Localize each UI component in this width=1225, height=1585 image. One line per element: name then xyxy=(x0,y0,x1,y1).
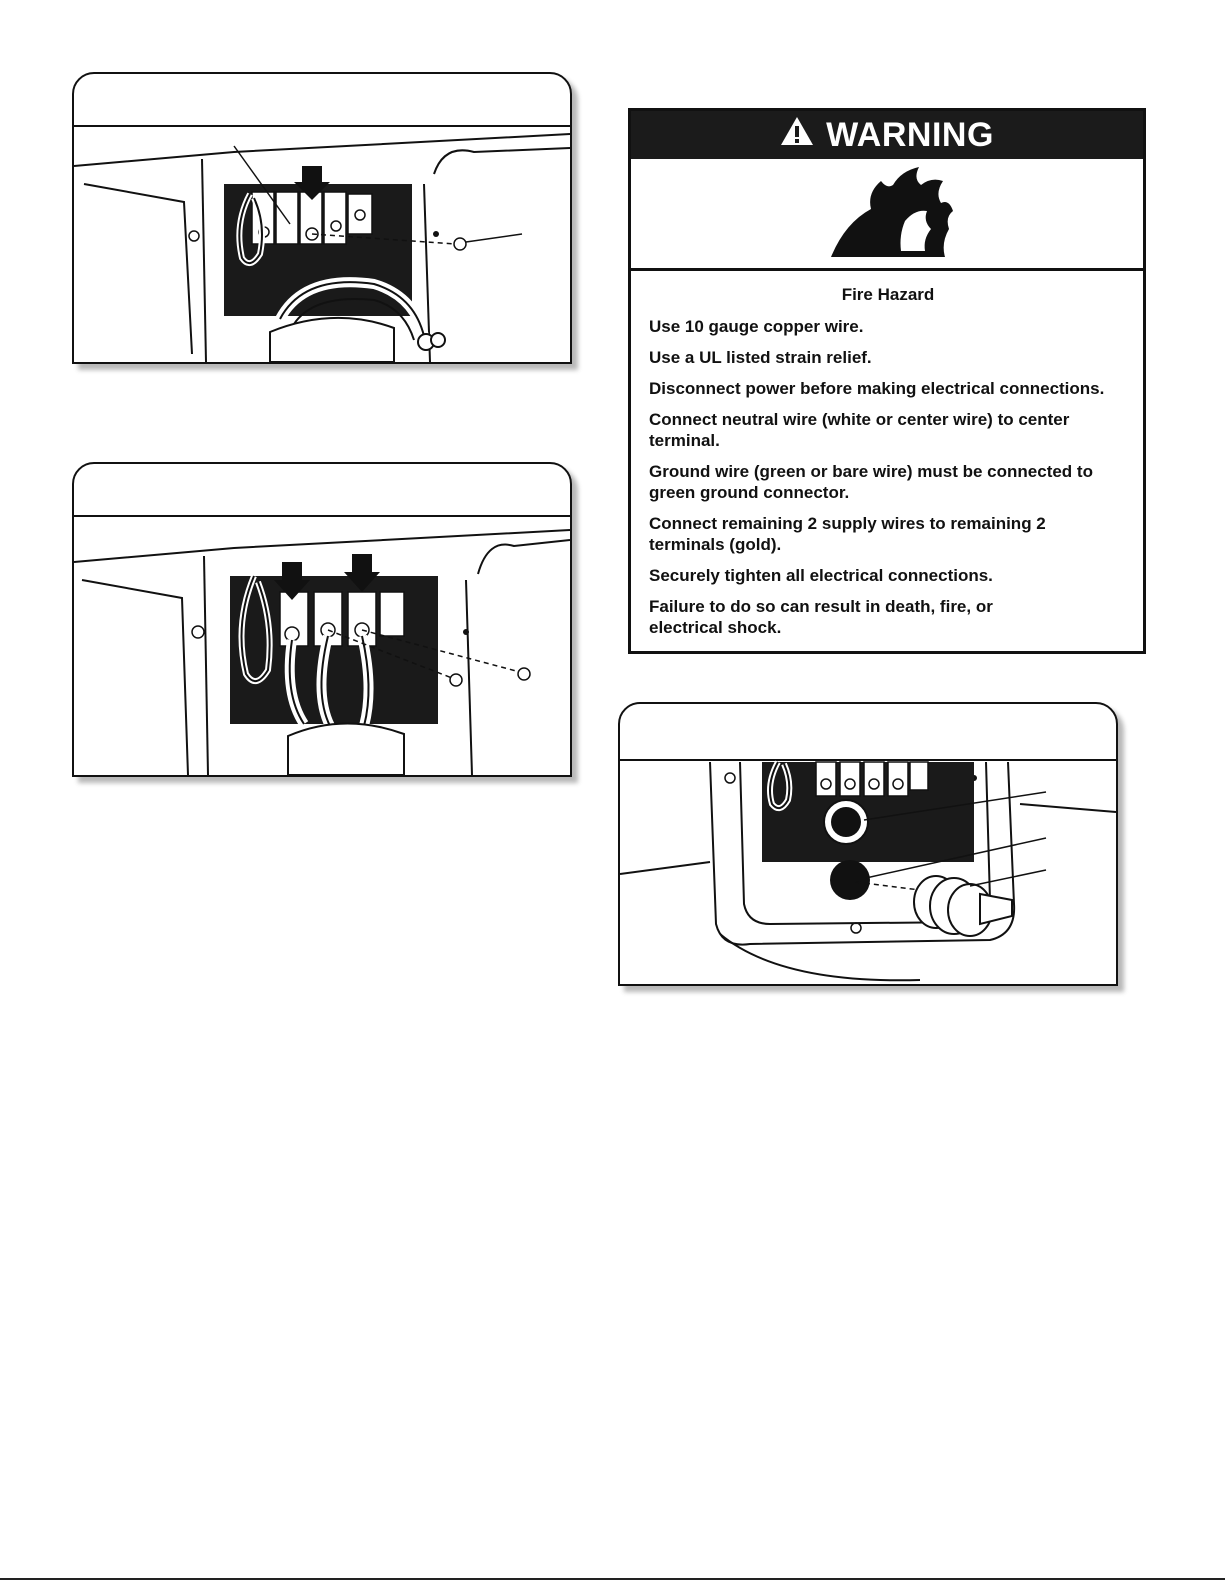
warning-line-7: Securely tighten all electrical connections. xyxy=(649,566,993,585)
warning-triangle-icon xyxy=(780,116,814,155)
strain-relief-illustration xyxy=(620,704,1116,984)
warning-line-3: Disconnect power before making electrical connections. xyxy=(649,379,1105,398)
warning-line-5: Ground wire (green or bare wire) must be connected to green ground connector. xyxy=(649,462,1093,502)
warning-line-4: Connect neutral wire (white or center wire) to center terminal. xyxy=(649,410,1070,450)
page-footer-rule xyxy=(0,1578,1225,1580)
warning-line-1: Use 10 gauge copper wire. xyxy=(649,317,864,336)
warning-header-text: WARNING xyxy=(826,115,994,154)
fire-icon xyxy=(631,159,1143,271)
figure-terminal-block-outer-wires xyxy=(72,462,572,777)
figure-terminal-block-center-wire xyxy=(72,72,572,364)
hazard-title: Fire Hazard xyxy=(841,285,935,304)
warning-line-2: Use a UL listed strain relief. xyxy=(649,348,872,367)
warning-line-6: Connect remaining 2 supply wires to remaining 2 terminals (gold). xyxy=(649,514,1046,554)
terminal-block-illustration xyxy=(74,464,570,775)
figure-strain-relief xyxy=(618,702,1118,986)
warning-line-8: Failure to do so can result in death, fire, or electrical shock. xyxy=(649,597,993,637)
terminal-block-illustration xyxy=(74,74,570,362)
warning-box xyxy=(628,108,1146,654)
warning-header xyxy=(631,111,1143,159)
